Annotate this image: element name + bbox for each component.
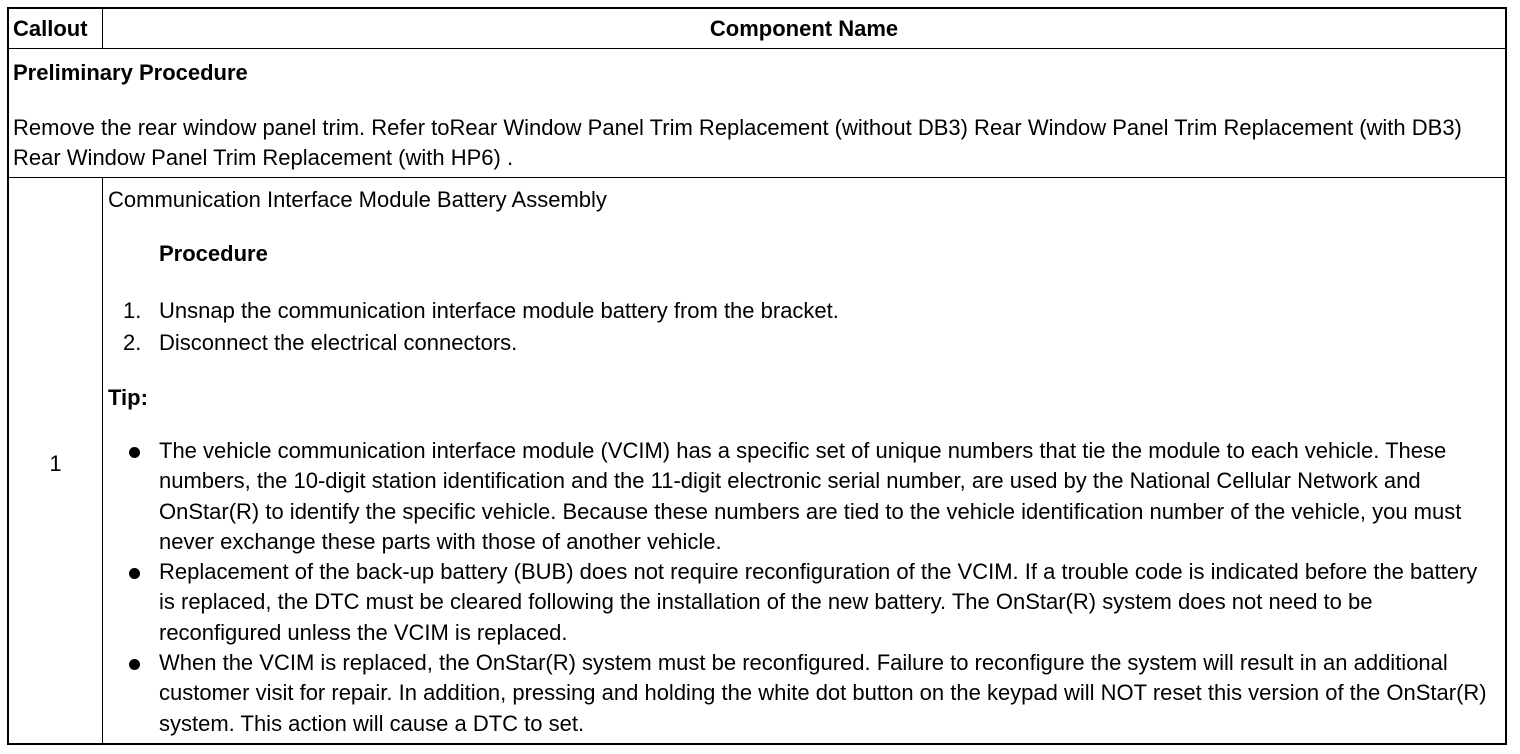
step-number: 2. [123, 330, 142, 355]
step-text: Disconnect the electrical connectors. [159, 330, 518, 355]
list-item [108, 648, 1499, 739]
procedure-table [7, 7, 1507, 745]
callout-column-header: Callout [9, 9, 103, 48]
list-item [108, 295, 839, 327]
list-item [108, 436, 1499, 557]
tip-title: Tip: [108, 385, 148, 410]
callout-number: 1 [49, 451, 62, 476]
tip-text: Replacement of the back-up battery (BUB) does not require reconfiguration of the VCIM. If a trouble code is indicated before the battery is replaced, the DTC must be cleared following the installation of the new battery. The OnStar(R) system does not need to be reconfigured unless the VCIM is replaced. [159, 559, 1478, 645]
bullet-icon [129, 659, 140, 670]
step-text: Unsnap the communication interface module battery from the bracket. [159, 298, 839, 323]
table-header-row [9, 9, 1505, 49]
tip-text: When the VCIM is replaced, the OnStar(R) system must be reconfigured. Failure to reconfigure the system will result in an additional customer visit for repair. In addition, pressing and holding the white dot button on the keypad will NOT reset this version of the OnStar(R) system. This action will cause a DTC to set. [159, 650, 1487, 736]
procedure-steps [108, 295, 839, 359]
preliminary-procedure-row [9, 49, 1505, 178]
list-item [108, 557, 1499, 648]
list-item [108, 327, 839, 359]
component-name: Communication Interface Module Battery Assembly [108, 187, 607, 212]
bullet-icon [129, 568, 140, 579]
tip-list [108, 436, 1499, 739]
tip-text: The vehicle communication interface module (VCIM) has a specific set of unique numbers that tie the module to each vehicle. These numbers, the 10-digit station identification and the 11-digit electronic serial number, are used by the National Cellular Network and OnStar(R) to identify the specific vehicle. Because these numbers are tied to the vehicle identification number of the vehicle, you must never exchange these parts with those of another vehicle. [159, 438, 1462, 554]
preliminary-procedure-title: Preliminary Procedure [13, 60, 248, 85]
component-cell [103, 178, 1505, 743]
procedure-title: Procedure [159, 241, 268, 266]
preliminary-procedure-text: Remove the rear window panel trim. Refer toRear Window Panel Trim Replacement (without DB3) Rear Window Panel Trim Replacement (with DB3) Rear Window Panel Trim Replacement (with HP6) . [13, 115, 1462, 170]
step-number: 1. [123, 298, 142, 323]
callout-cell [9, 178, 103, 743]
component-name-column-header: Component Name [709, 16, 899, 41]
table-row [9, 178, 1505, 743]
bullet-icon [129, 447, 140, 458]
